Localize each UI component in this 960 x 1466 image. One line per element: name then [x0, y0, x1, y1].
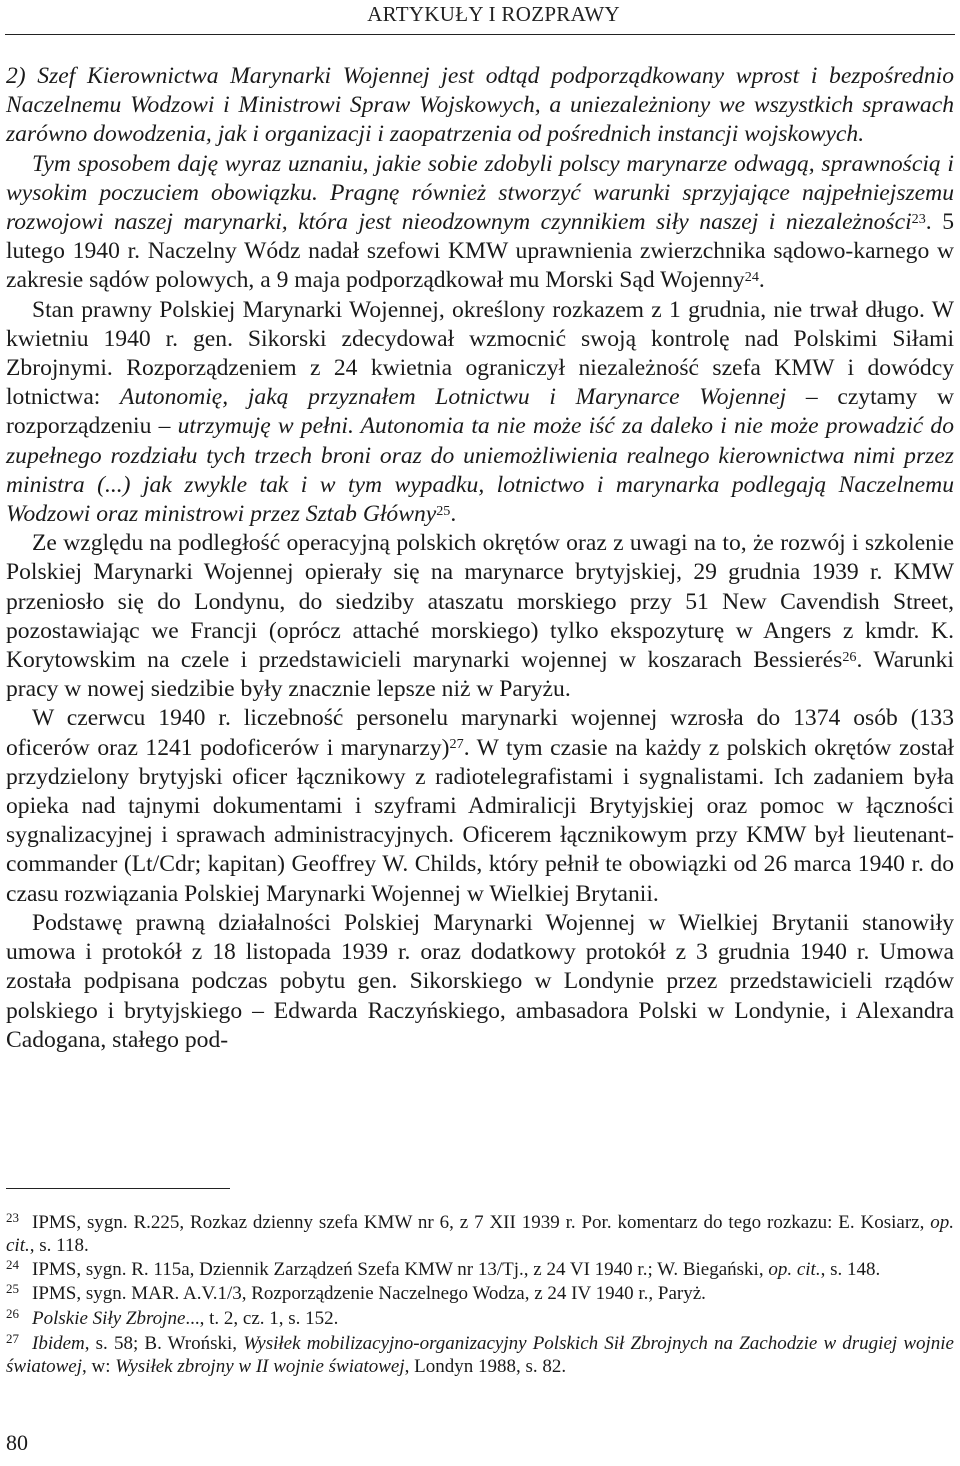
footnote-text: , s. 58; B. Wroński, — [84, 1332, 244, 1354]
paragraph-text: W czerwcu 1940 r. liczebność personelu marynarki wojennej wzrosła do 1374 osób (133 oficerów oraz 1241 podoficerów i marynarzy) — [6, 705, 954, 761]
paragraph-text: . 5 lutego 1940 r. Naczelny Wódz nadał szefowi KMW uprawnienia zwierzchnika sądowo-karnego w zakresie sądów polowych, a 9 maja podporządkował mu Morski Sąd Wojenny — [6, 209, 954, 294]
main-text — [6, 62, 954, 1055]
footnote-26 — [6, 1308, 954, 1331]
paragraph-text: – czytamy w rozporządzeniu – — [6, 384, 954, 440]
paragraph-text: Stan prawny Polskiej Marynarki Wojennej, określony rozkazem z 1 grudnia, nie trwał długo. W kwietniu 1940 r. gen. Sikorski zdecydował wzmocnić swoją kontrolę nad Polskimi Siłami Zbrojnymi. Rozporządzeniem z 24 kwietnia ograniczył niezależność szefa KMW i dowódcy lotnictwa: — [6, 296, 954, 411]
paragraph-legal-status — [6, 296, 954, 530]
footnote-number: 26 — [6, 1306, 19, 1322]
footnotes — [6, 1212, 954, 1380]
paragraph-text: . Warunki pracy w nowej siedzibie były znacznie lepsze niż w Paryżu. — [6, 647, 954, 703]
footnote-text: , Londyn 1988, s. 82. — [404, 1355, 567, 1377]
footnote-text: IPMS, sygn. R.225, Rozkaz dzienny szefa KMW nr 6, z 7 XII 1939 r. Por. komentarz do tego rozkazu: E. Kosiarz, — [32, 1212, 931, 1233]
footnote-text: Wysiłek mobilizacyjno-organizacyjny Polskich Sił Zbrojnych na Zachodzie w drugiej wojnie światowej — [6, 1332, 954, 1377]
footnote-text: , w: — [82, 1355, 116, 1377]
quote-text: utrzymuję w pełni. Autonomia ta nie może iść za daleko i nie może prowadzić do zupełnego rozdziału tych trzech broni oraz do uniemożliwienia realnego kierownictwa nimi przez ministra (...) jak zwykle tak i w tym wypadku, lotnictwo i marynarka podlegają Naczelnemu Wodzowi oraz ministrowi przez Sztab Główny — [6, 413, 954, 528]
footnote-text: IPMS, sygn. R. 115a, Dziennik Zarządzeń Szefa KMW nr 13/Tj., z 24 VI 1940 r.; W. Biegański, — [32, 1258, 769, 1280]
header-rule — [5, 34, 955, 35]
footnote-text: op. cit. — [6, 1212, 954, 1256]
footnote-number: 27 — [6, 1330, 19, 1346]
footnote-25 — [6, 1283, 954, 1306]
paragraph-text: Ze względu na podległość operacyjną polskich okrętów oraz z uwagi na to, że rozwój i szkolenie Polskiej Marynarki Wojennej opierały się na marynarce brytyjskiej, 29 grudnia 1939 r. KMW przeniosło się do Londynu, do siedziby ataszatu morskiego przy 51 New Cavendish Street, pozostawiając we Francji (oprócz attaché morskiego) tylko ekspozyturę w Angers z kmdr. K. Korytowskim na czele i przedstawicieli marynarki wojennej w koszarach Bessierés — [6, 530, 954, 674]
running-header — [0, 0, 960, 30]
footnote-ref-25[interactable]: 25 — [436, 502, 451, 519]
footnote-text: , s. 118. — [29, 1234, 89, 1256]
footnote-text: IPMS, sygn. MAR. A.V.1/3, Rozporządzenie Naczelnego Wodza, z 24 IV 1940 r., Paryż. — [32, 1283, 706, 1305]
paragraph-legal-basis — [6, 909, 954, 1055]
paragraph-text: Podstawę prawną działalności Polskiej Marynarki Wojennej w Wielkiej Brytanii stanowiły umowa i protokół z 18 listopada 1939 r. oraz dodatkowy protokół z 3 grudnia 1940 r. Umowa została podpisana podczas pobytu gen. Sikorskiego w Londynie przez przedstawicieli rządów polskiego i brytyjskiego – Edwarda Raczyńskiego, ambasadora Polski w Londynie, i Alexandra Cadogana, stałego pod- — [6, 909, 954, 1053]
footnote-rule — [6, 1188, 230, 1189]
paragraph-text: . W tym czasie na każdy z polskich okrętów został przydzielony brytyjski oficer łącznikowy z radiotelegrafistami i sygnalistami. Ich zadaniem była opieka nad tajnymi dokumentami i szyframi Admiralicji Brytyjskiej oraz pomoc w łączności sygnalizacyjnej i sprawach administracyjnych. Oficerem łącznikowym przy KMW był lieutenant-commander (Lt/Cdr; kapitan) Geoffrey W. Childs, który pełnił te obowiązki od 26 marca 1940 r. do czasu rozwiązania Polskiej Marynarki Wojennej w Wielkiej Brytanii. — [6, 734, 954, 907]
footnote-text: ..., t. 2, cz. 1, s. 152. — [185, 1308, 339, 1330]
footnote-text: , s. 148. — [820, 1258, 881, 1280]
footnote-text: Wysiłek zbrojny w II wojnie światowej — [115, 1355, 405, 1377]
quote-text: Autonomię, jaką przyznałem Lotnictwu i Marynarce Wojennej — [120, 384, 787, 411]
footnote-24 — [6, 1256, 954, 1282]
paragraph-quote-point-2 — [6, 62, 954, 150]
footnote-ref-23[interactable]: 23 — [911, 210, 926, 227]
period: . — [758, 267, 765, 294]
period: . — [450, 501, 457, 528]
section-title: ARTYKUŁY I ROZPRAWY — [367, 2, 620, 26]
footnote-number: 23 — [6, 1210, 19, 1225]
footnote-text: Polskie Siły Zbrojne — [32, 1308, 186, 1330]
footnote-ref-27[interactable]: 27 — [449, 736, 464, 753]
paragraph-personnel — [6, 704, 954, 908]
page-number: 80 — [6, 1430, 28, 1455]
quote-text-2: Tym sposobem daję wyraz uznaniu, jakie sobie zdobyli polscy marynarze odwagą, sprawnością i wysokim poczuciem obowiązku. Pragnę również stworzyć warunki sprzyjające najpełniejszemu rozwojowi naszej marynarki, która jest nieodzownym czynnikiem siły naszej i niezależności — [6, 150, 954, 236]
footnote-number: 24 — [6, 1256, 19, 1272]
paragraph-relocation — [6, 529, 954, 704]
footnote-text: Ibidem — [32, 1332, 85, 1354]
footnote-ref-24[interactable]: 24 — [744, 269, 759, 286]
footnote-number: 25 — [6, 1281, 19, 1297]
footnote-ref-26[interactable]: 26 — [842, 648, 857, 665]
quote-text: 2) Szef Kierownictwa Marynarki Wojennej jest odtąd podporządkowany wprost i bezpośrednio Naczelnemu Wodzowi i Ministrowi Spraw Wojskowych, a uniezależniony we wszystkich sprawach zarówno dowodzenia, jak i organizacji i zaopatrzenia od pośrednich instancji wojskowych. — [6, 63, 954, 148]
footnote-text: op. cit. — [768, 1258, 821, 1280]
footnote-27 — [6, 1330, 954, 1378]
paragraph-quote-continuation — [6, 150, 954, 296]
footnote-23 — [6, 1212, 954, 1257]
